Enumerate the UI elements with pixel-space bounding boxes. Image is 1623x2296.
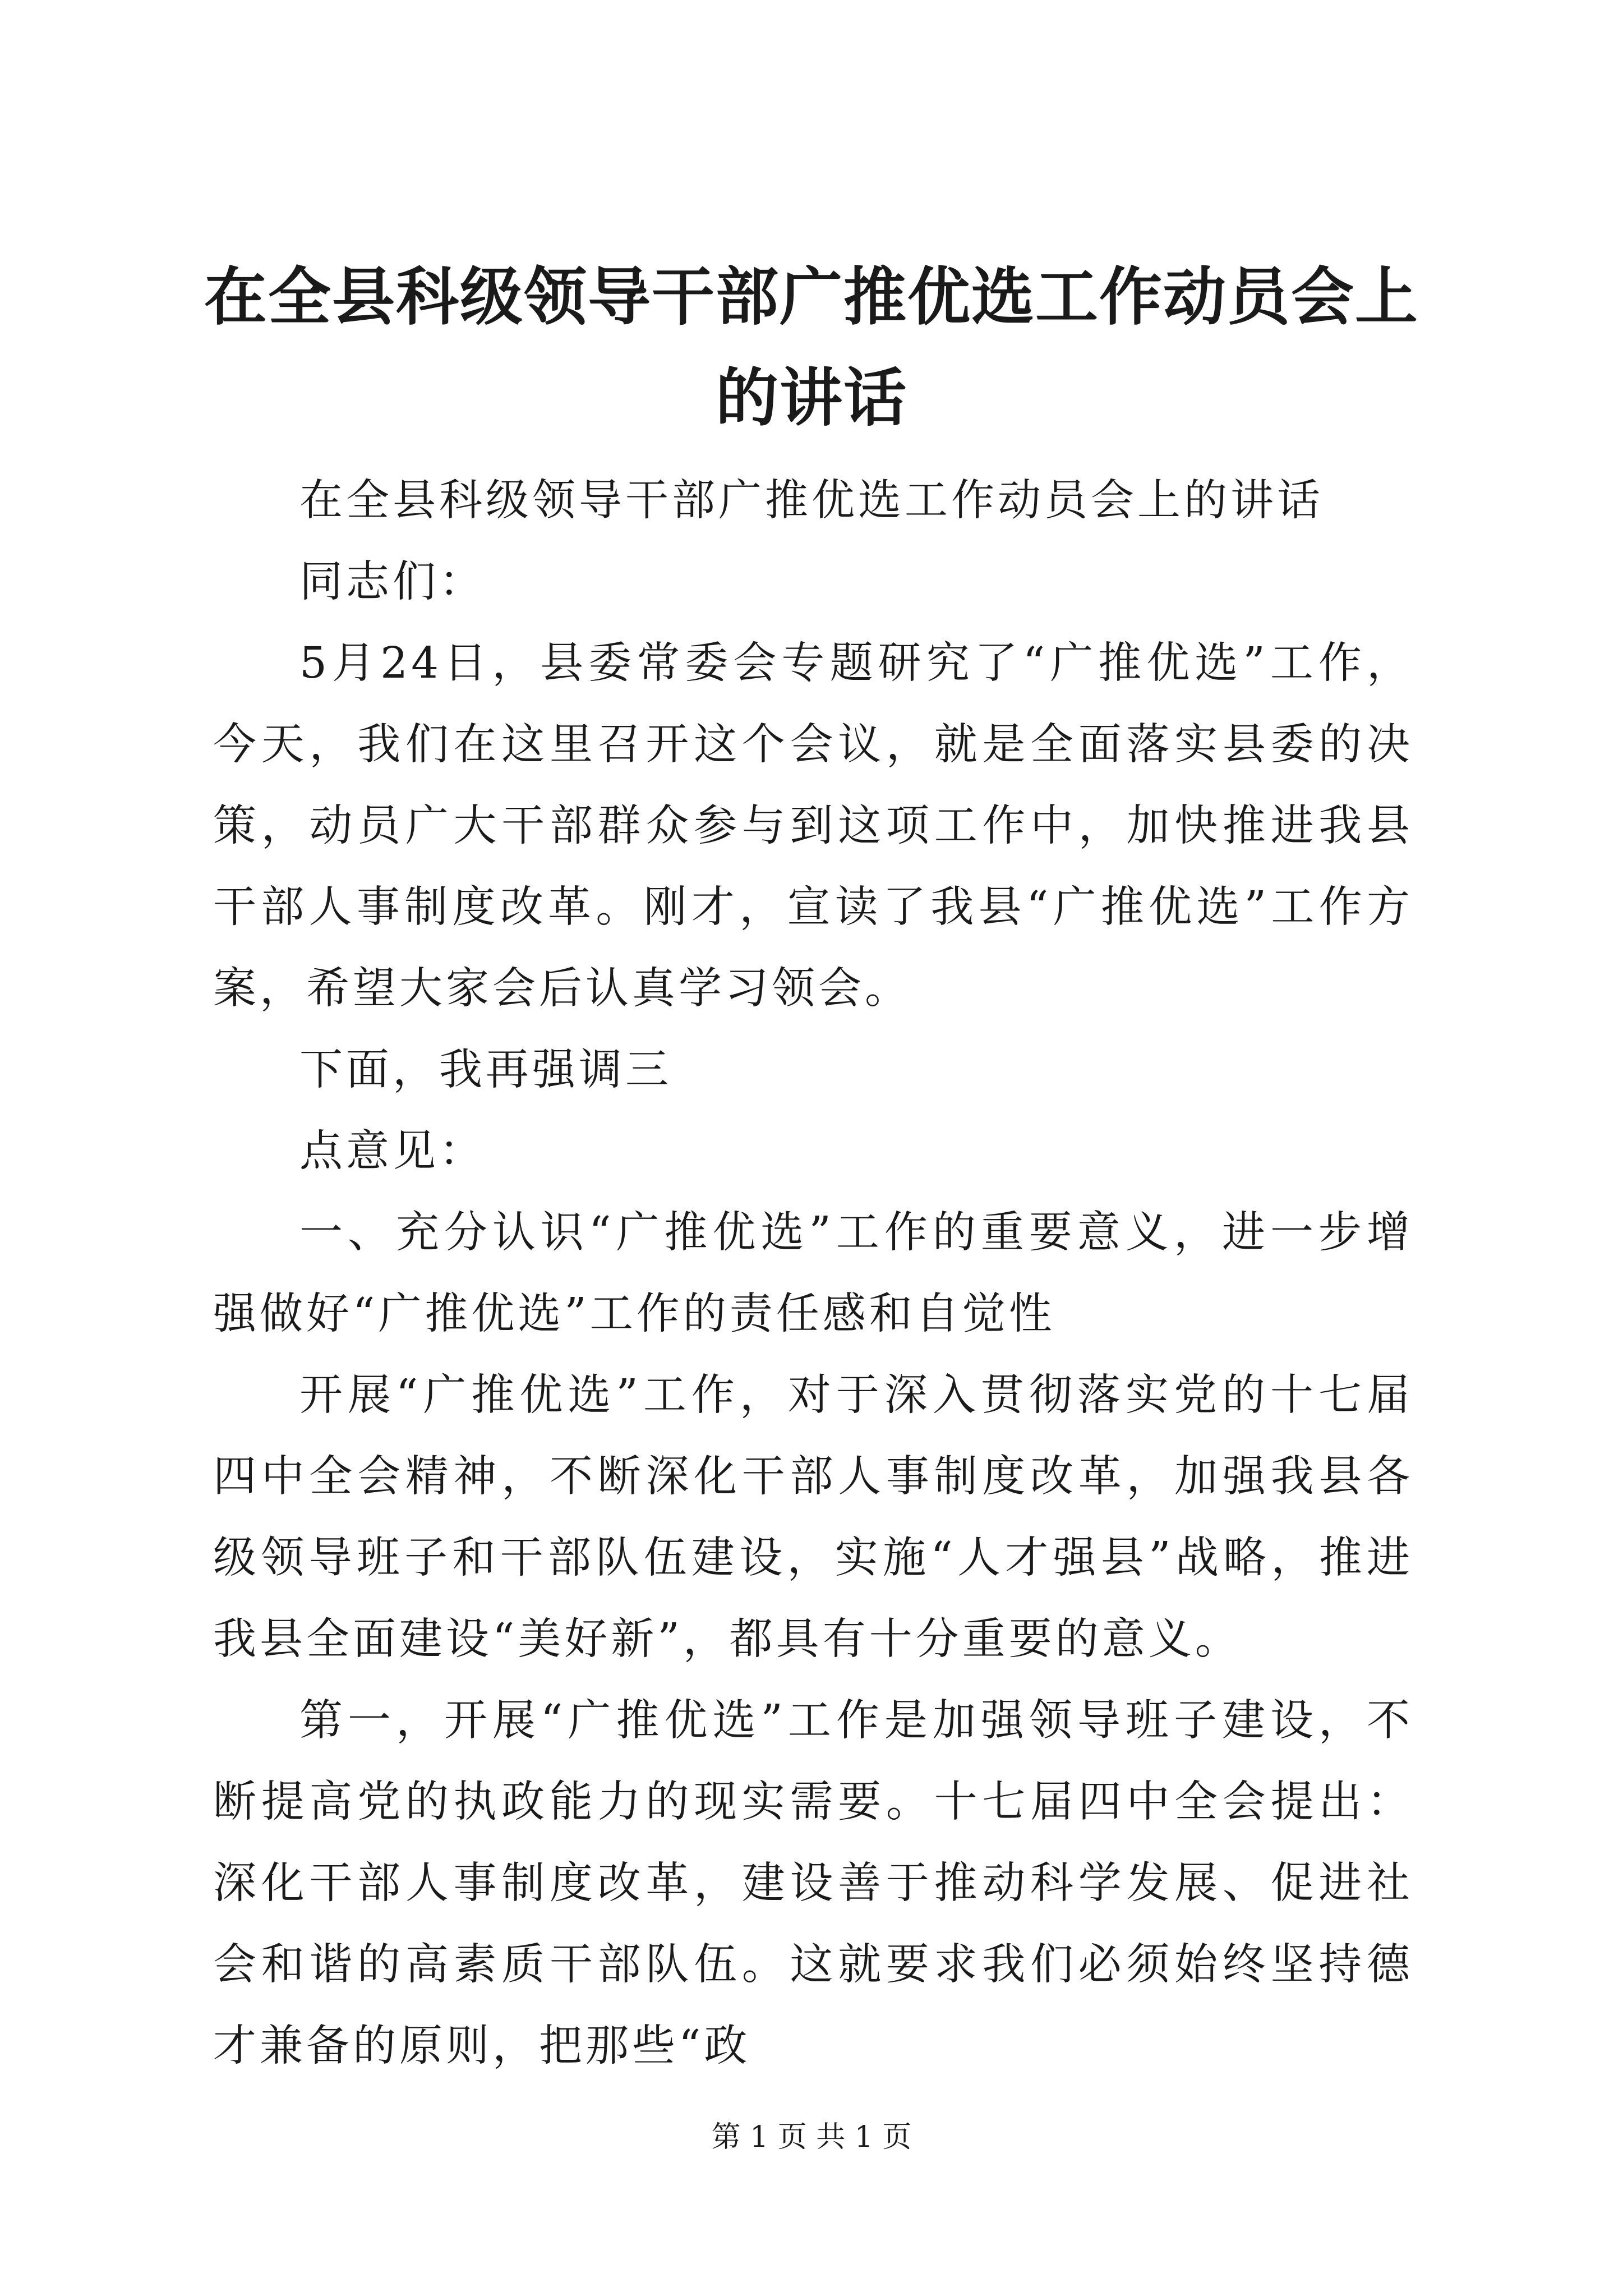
paragraph: 同志们： <box>299 557 486 607</box>
section-heading: 一、充分认识“广推优选”工作的重要意义，进一步增强做好“广推优选”工作的责任感和自觉性 <box>213 1208 1413 1339</box>
document-body <box>213 460 1413 2087</box>
paragraph: 开展“广推优选”工作，对于深入贯彻落实党的十七届四中全会精神，不断深化干部人事制度改革，加强我县各级领导班子和干部队伍建设，实施“人才强县”战略，推进我县全面建设“美好新”，都具有十分重要的意义。 <box>213 1370 1413 1664</box>
page-number-label: 第 1 页 共 1 页 <box>711 2120 912 2154</box>
paragraph: 下面，我再强调三 <box>299 1045 672 1095</box>
document-title: 在全县科级领导干部广推优选工作动员会上的讲话 <box>204 260 1419 435</box>
paragraph: 在全县科级领导干部广推优选工作动员会上的讲话 <box>299 476 1324 526</box>
paragraph: 点意见： <box>299 1126 486 1176</box>
page-footer <box>0 2118 1623 2157</box>
paragraph: 第一，开展“广推优选”工作是加强领导班子建设，不断提高党的执政能力的现实需要。十七届四中全会提出：深化干部人事制度改革，建设善于推动科学发展、促进社会和谐的高素质干部队伍。这就要求我们必须始终坚持德才兼备的原则，把那些“政 <box>213 1696 1413 2071</box>
paragraph: 5月24日，县委常委会专题研究了“广推优选”工作，今天，我们在这里召开这个会议，就是全面落实县委的决策，动员广大干部群众参与到这项工作中，加快推进我县干部人事制度改革。刚才，宣读了我县“广推优选”工作方案，希望大家会后认真学习领会。 <box>213 638 1413 1014</box>
